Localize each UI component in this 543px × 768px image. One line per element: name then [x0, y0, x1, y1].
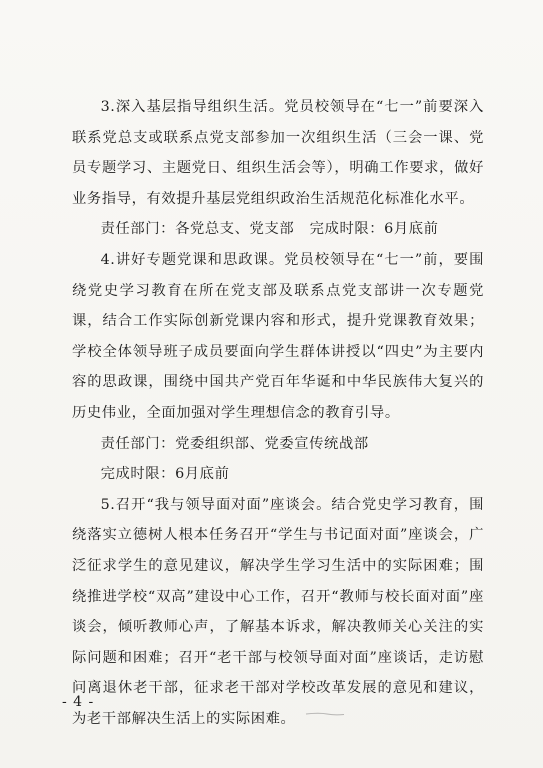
document-body	[72, 92, 484, 734]
item-3-responsibility: 责任部门：各党总支、党支部 完成时限：6月底前	[100, 221, 439, 238]
item-4-responsibility: 责任部门：党委组织部、党委宣传统战部	[100, 435, 369, 452]
scan-smudge-mark	[305, 712, 345, 716]
item-3-paragraph: 3.深入基层指导组织生活。党员校领导在“七一”前要深入联系党总支或联系点党支部参加一次组织生活（三会一课、党员专题学习、主题党日、组织生活会等），明确工作要求，做好业务指导，有效提升基层党组织政治生活规范化标准化水平。	[72, 99, 484, 207]
item-5-paragraph: 5.召开“我与领导面对面”座谈会。结合党史学习教育，围绕落实立德树人根本任务召开“学生与书记面对面”座谈会，广泛征求学生的意见建议，解决学生学习生活中的实际困难；围绕推进学校“双高”建设中心工作，召开“教师与校长面对面”座谈会，倾听教师心声，了解基本诉求，解决教师关心关注的实际问题和困难；召开“老干部与校领导面对面”座谈话，走访慰问离退休老干部，征求老干部对学校改革发展的意见和建议，为老干部解决生活上的实际困难。	[72, 496, 484, 727]
item-4-deadline: 完成时限：6月底前	[100, 466, 230, 483]
item-4-paragraph: 4.讲好专题党课和思政课。党员校领导在“七一”前，要围绕党史学习教育在所在党支部及联系点党支部讲一次专题党课，结合工作实际创新党课内容和形式，提升党课教育效果；学校全体领导班子成员要面向学生群体讲授以“四史”为主要内容的思政课，围绕中国共产党百年华诞和中华民族伟大复兴的历史伟业，全面加强对学生理想信念的教育引导。	[72, 251, 484, 421]
page-number: - 4 -	[62, 694, 95, 710]
